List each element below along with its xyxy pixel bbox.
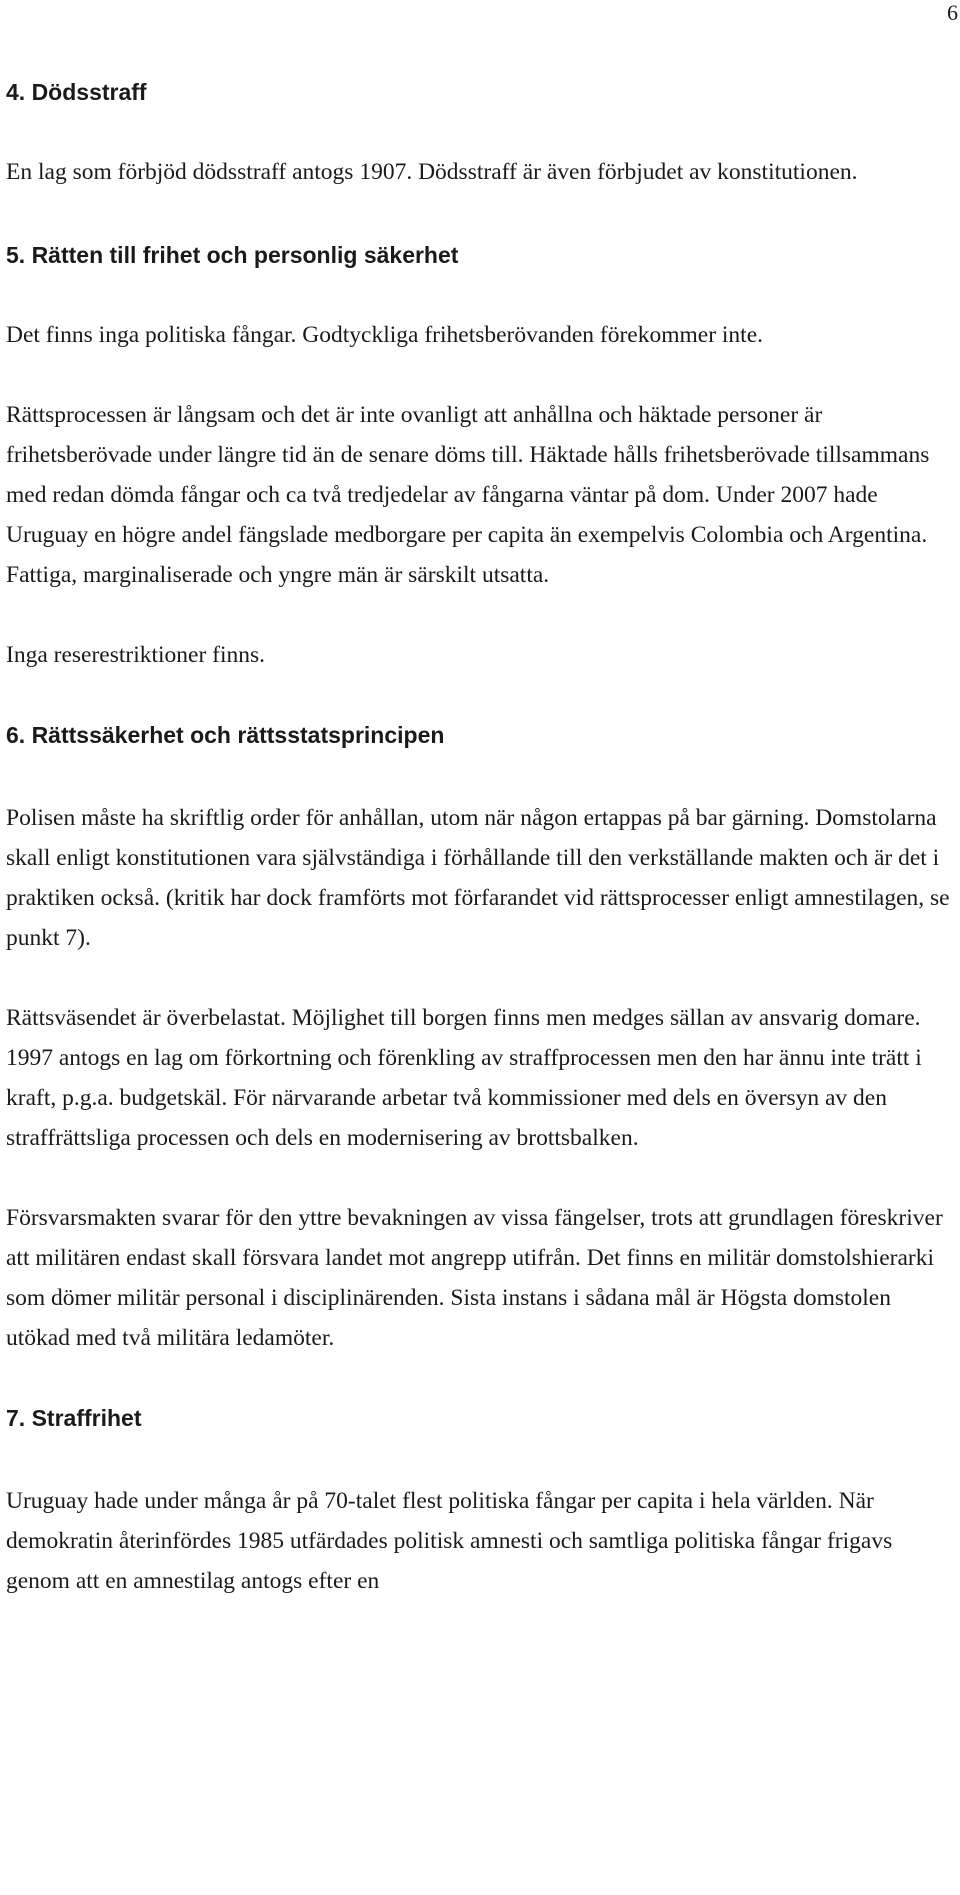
paragraph: Uruguay hade under många år på 70-talet flest politiska fångar per capita i hela världen. När demokratin återinfördes 1985 utfärdades politisk amnesti och samtliga politiska fångar frigavs genom att en amnestilag antogs efter en [6, 1488, 893, 1594]
paragraph: En lag som förbjöd dödsstraff antogs 1907. Dödsstraff är även förbjudet av konstitutionen. [6, 159, 858, 185]
section-death-penalty [6, 72, 951, 192]
paragraph: Rättsväsendet är överbelastat. Möjlighet till borgen finns men medges sällan av ansvarig domare. 1997 antogs en lag om förkortning och förenkling av straffprocessen men den har ännu inte trätt i kraft, p.g.a. budgetskäl. För närvarande arbetar två kommissioner med dels en översyn av den straffrättsliga processen och dels en modernisering av brottsbalken. [6, 1005, 922, 1151]
paragraph: Det finns inga politiska fångar. Godtyckliga frihetsberövanden förekommer inte. [6, 322, 764, 348]
section-heading: 4. Dödsstraff [6, 79, 147, 105]
page-number: 6 [947, 0, 958, 25]
paragraph: Rättsprocessen är långsam och det är inte ovanligt att anhållna och häktade personer är frihetsberövade under längre tid än de senare döms till. Häktade hålls frihetsberövade tillsammans med redan dömda fångar och ca två tredjedelar av fångarna väntar på dom. Under 2007 hade Uruguay en högre andel fängslade medborgare per capita än exempelvis Colombia och Argentina. Fattiga, marginaliserade och yngre män är särskilt utsatta. [6, 402, 930, 588]
section-liberty-security [6, 235, 951, 675]
section-rule-of-law [6, 715, 951, 1358]
paragraph: Polisen måste ha skriftlig order för anhållan, utom när någon ertappas på bar gärning. Domstolarna skall enligt konstitutionen vara självständiga i förhållande till den verkställande makten och är det i praktiken också. (kritik har dock framförts mot förfarandet vid rättsprocesser enligt amnestilagen, se punkt 7). [6, 805, 950, 951]
document-body [6, 72, 951, 1601]
section-impunity [6, 1398, 951, 1601]
section-heading: 7. Straffrihet [6, 1405, 142, 1431]
section-heading: 6. Rättssäkerhet och rättsstatsprincipen [6, 722, 445, 748]
paragraph: Försvarsmakten svarar för den yttre bevakningen av vissa fängelser, trots att grundlagen föreskriver att militären endast skall försvara landet mot angrepp utifrån. Det finns en militär domstolshierarki som dömer militär personal i disciplinärenden. Sista instans i sådana mål är Högsta domstolen utökad med två militära ledamöter. [6, 1205, 943, 1351]
section-heading: 5. Rätten till frihet och personlig säkerhet [6, 242, 459, 268]
paragraph: Inga reserestriktioner finns. [6, 642, 266, 668]
